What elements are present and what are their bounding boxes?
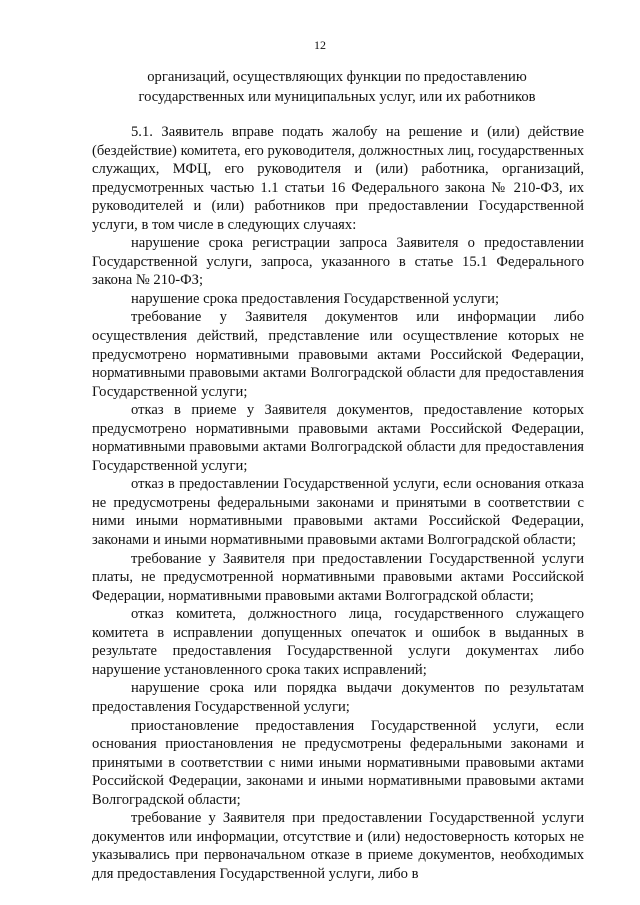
paragraph: требование у Заявителя при предоставлении Государственной услуги платы, не предусмотренной нормативными правовыми актами Российской Федерации, нормативными правовыми актами Волгоградской области; <box>92 550 584 604</box>
section-heading-line-2: государственных или муниципальных услуг, или их работников <box>138 88 536 105</box>
paragraph: нарушение срока регистрации запроса Заявителя о предоставлении Государственной услуги, запроса, указанного в статье 15.1 Федерального закона № 210-ФЗ; <box>92 235 584 289</box>
paragraph: приостановление предоставления Государственной услуги, если основания приостановления не предусмотрены федеральными законами и принятыми в соответствии с ними иными нормативными правовыми актами Российской Федерации, законами и иными нормативными правовыми актами Волгоградской области; <box>92 717 584 808</box>
page-number: 12 <box>314 38 326 52</box>
paragraph: требование у Заявителя документов или информации либо осуществления действий, представление или осуществление которых не предусмотрено нормативными правовыми актами Российской Федерации, нормативными правовыми актами Волгоградской области для предоставления Государственной услуги; <box>92 309 584 400</box>
paragraph: нарушение срока предоставления Государственной услуги; <box>131 290 500 307</box>
paragraph: отказ в предоставлении Государственной услуги, если основания отказа не предусмотрены федеральными законами и принятыми в соответствии с ними иными нормативными правовыми актами Российской Федерации, законами и иными нормативными правовыми актами Волгоградской области; <box>92 476 584 549</box>
paragraph: требование у Заявителя при предоставлении Государственной услуги документов или информации, отсутствие и (или) недостоверность которых не указывались при первоначальном отказе в приеме документов, необходимых для предоставления Государственной услуги, либо в <box>92 810 584 882</box>
paragraph: отказ в приеме у Заявителя документов, предоставление которых предусмотрено нормативными правовыми актами Российской Федерации, нормативными правовыми актами Волгоградской области для предоставления Государственной услуги; <box>92 402 584 474</box>
paragraph: нарушение срока или порядка выдачи документов по результатам предоставления Государственной услуги; <box>92 680 584 715</box>
paragraph: отказ комитета, должностного лица, государственного служащего комитета в исправлении допущенных опечаток и ошибок в выданных в результате предоставления Государственной услуги документах либо нарушение установленного срока таких исправлений; <box>92 606 584 678</box>
section-heading <box>90 68 584 107</box>
paragraph: 5.1. Заявитель вправе подать жалобу на решение и (или) действие (бездействие) комитета, его руководителя, должностных лиц, государственных служащих, МФЦ, его руководителя и (или) работника, организаций, предусмотренных частью 1.1 статьи 16 Федерального закона № 210-ФЗ, их руководителей и (или) работников при предоставлении Государственной услуги, в том числе в следующих случаях: <box>92 124 584 233</box>
section-heading-line-1: организаций, осуществляющих функции по предоставлению <box>147 69 527 85</box>
document-body <box>92 123 584 883</box>
